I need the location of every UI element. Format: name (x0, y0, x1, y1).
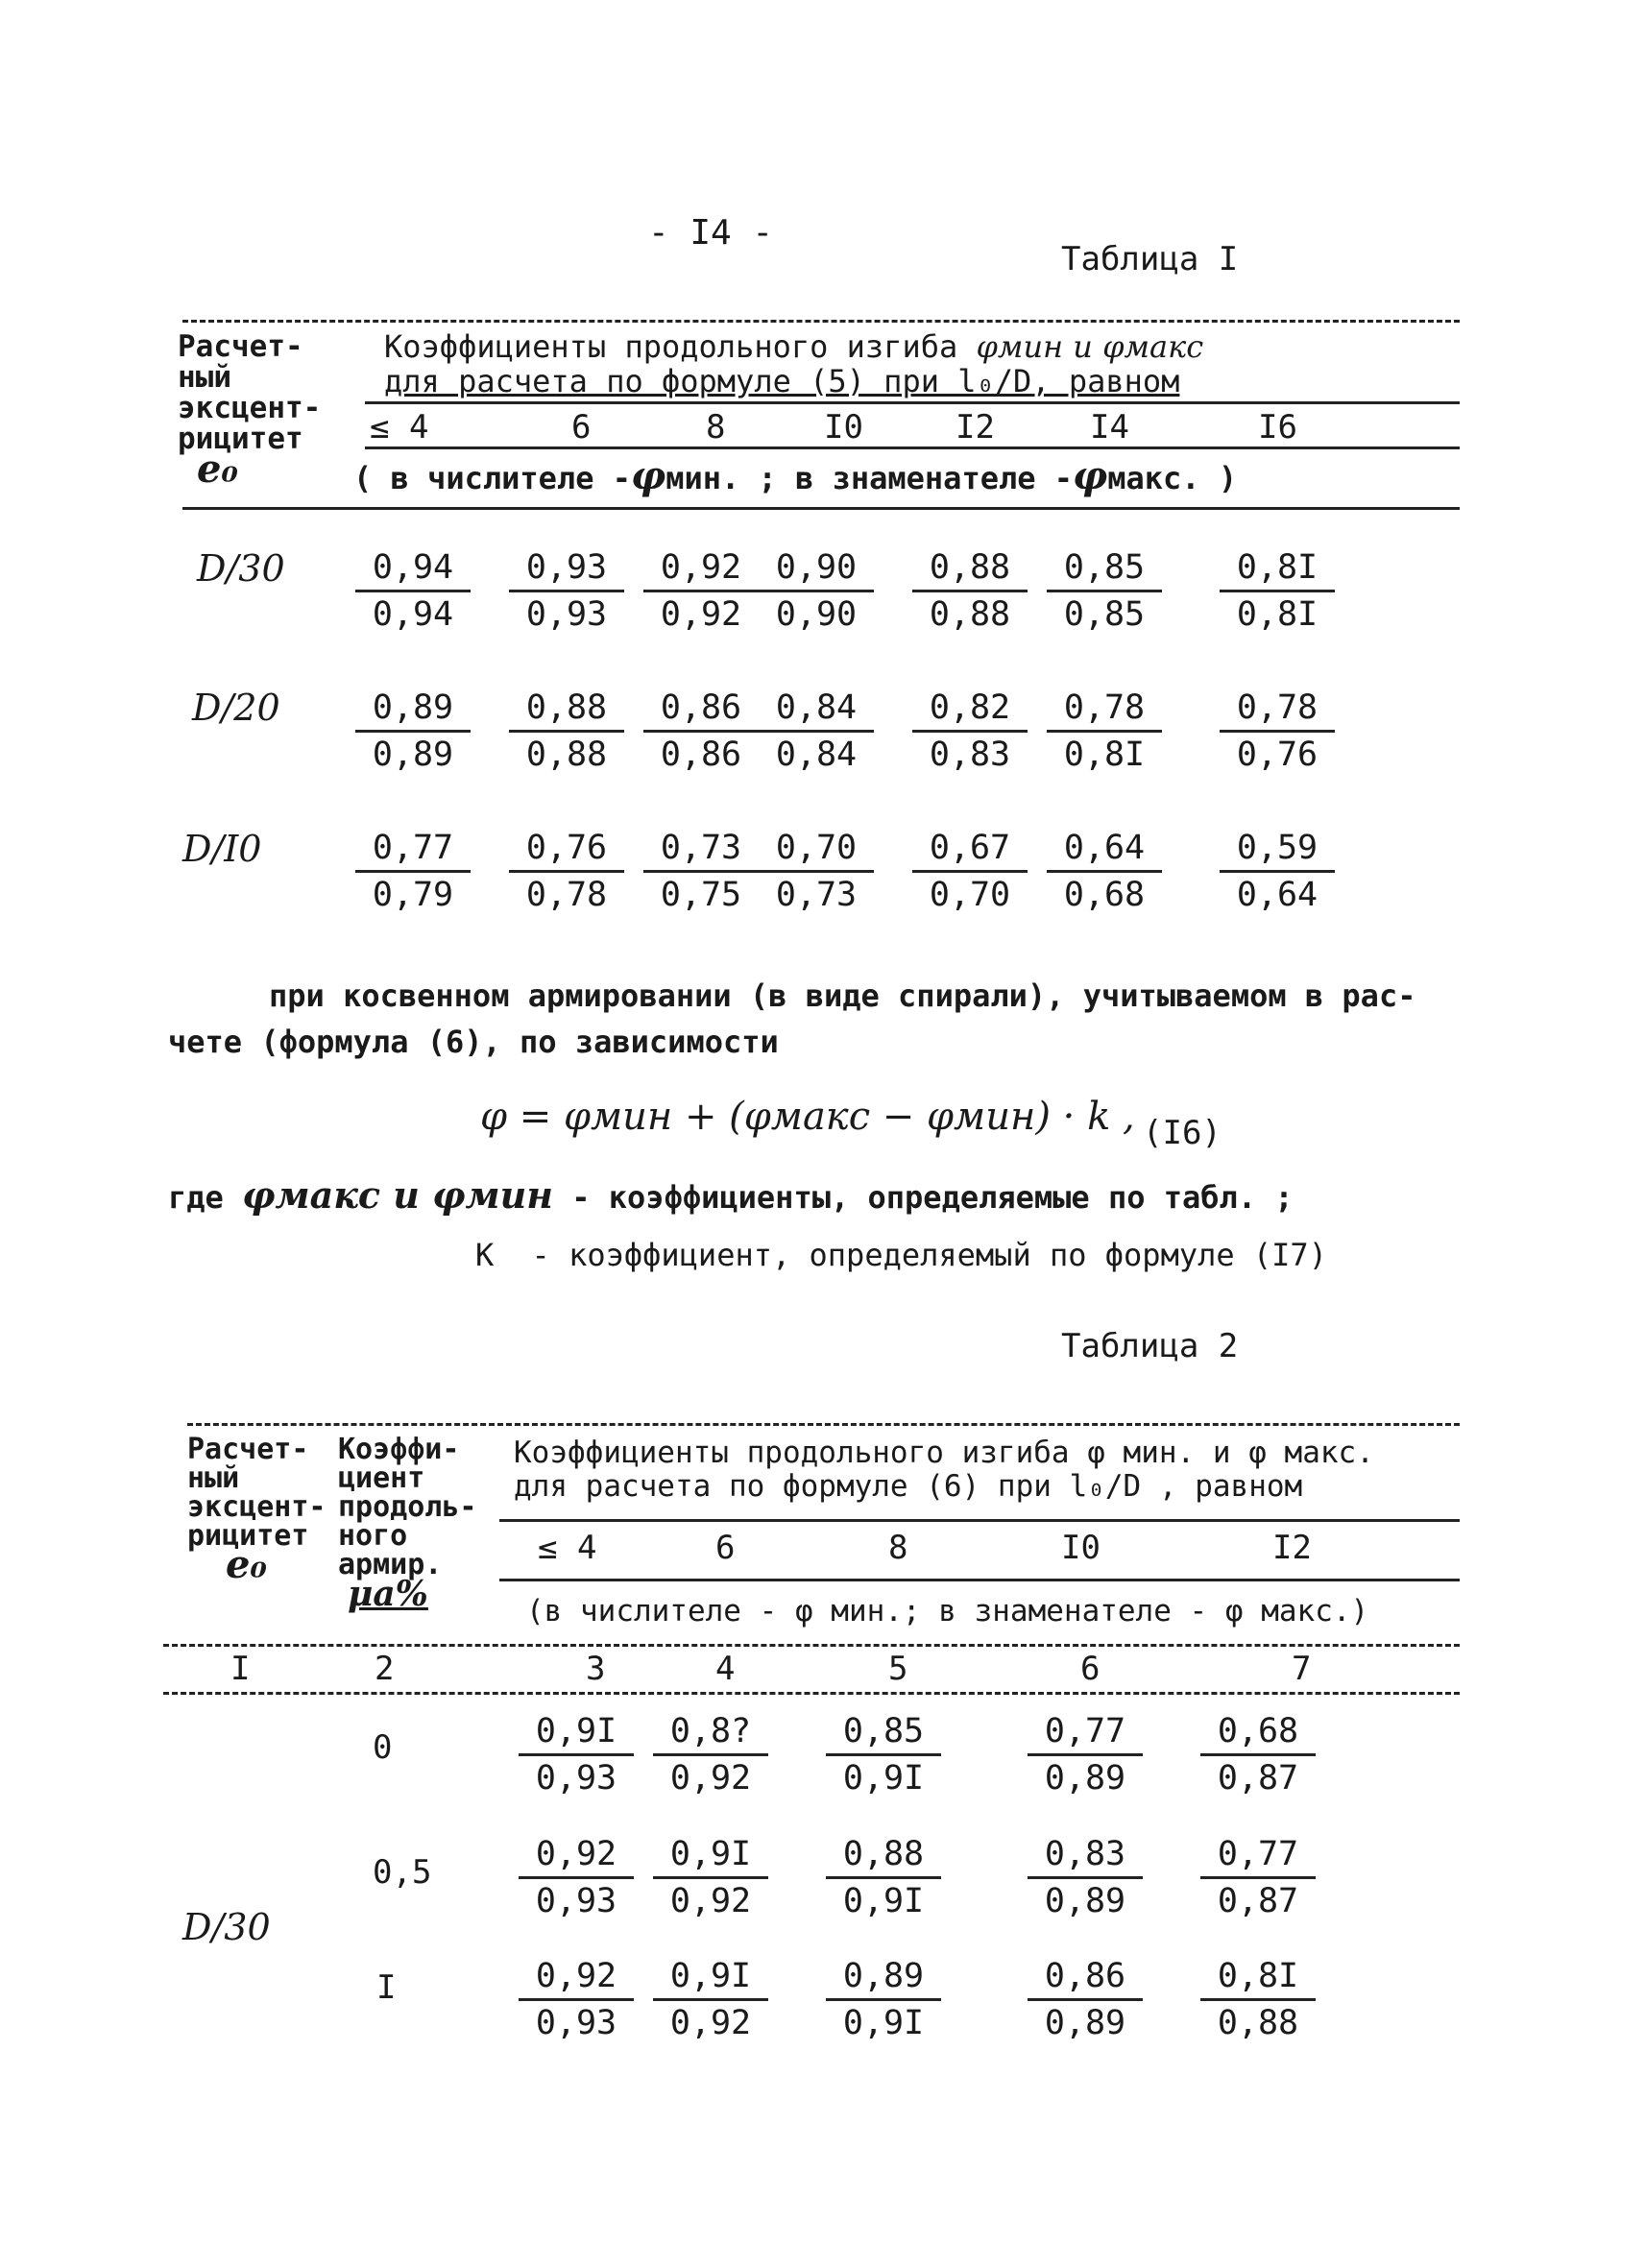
denominator-value: 0,93 (535, 2004, 617, 2042)
mu-value: 0,5 (373, 1853, 432, 1892)
table2-sub-rule (163, 1644, 1460, 1647)
where-symbol: K (475, 1237, 495, 1273)
numerator-value: 0,92 (519, 1954, 634, 2001)
table2-caption: Таблица 2 (1061, 1327, 1239, 1365)
denominator-value: 0,9I (842, 2004, 925, 2042)
numerator-value: 0,88 (826, 1832, 941, 1879)
head-text: Коэффициенты продольного изгиба (384, 328, 977, 365)
colhead-line: Коэффи- (338, 1433, 460, 1466)
col-number: 3 (586, 1650, 606, 1688)
numerator-value: 0,70 (759, 826, 874, 873)
row-label: D/20 (192, 687, 280, 729)
fraction-cell (509, 545, 624, 637)
rowhead-line: Расчет- (178, 329, 303, 364)
subhead-text: ( в числителе - (353, 460, 631, 496)
denominator-value: 0,78 (525, 876, 608, 914)
numerator-value: 0,67 (912, 826, 1028, 873)
denominator-value: 0,88 (929, 595, 1011, 634)
numerator-value: 0,77 (1028, 1709, 1143, 1756)
rowhead-line: рицитет (178, 422, 303, 456)
row-label: D/30 (197, 547, 285, 590)
denominator-value: 0,70 (929, 876, 1011, 914)
denominator-value: 0,89 (1044, 1882, 1126, 1920)
col-number: 4 (715, 1650, 736, 1688)
formula: φ = φмин + (φмакс − φмин) · k , (480, 1095, 1135, 1139)
fraction-cell (653, 1954, 768, 2045)
table1-head-line2: для расчета по формуле (5) при l₀/D, равном (384, 363, 1180, 399)
numerator-value: 0,77 (355, 826, 471, 873)
denominator-value: 0,89 (372, 736, 454, 774)
denominator-value: 0,93 (525, 595, 608, 634)
col-header: ≤ 4 (370, 408, 429, 446)
colhead-line: армир. (338, 1548, 443, 1581)
numerator-value: 0,89 (355, 686, 471, 733)
fraction-cell (1028, 1954, 1143, 2045)
rowhead-line: эксцент- (178, 391, 322, 425)
col-header: I2 (1272, 1529, 1312, 1567)
fraction-cell (1047, 686, 1162, 777)
col-header: 6 (571, 408, 592, 446)
denominator-value: 0,68 (1063, 876, 1146, 914)
table2-colhead2 (338, 1433, 477, 1614)
col-header: 8 (706, 408, 726, 446)
col-header: I0 (1061, 1529, 1101, 1567)
table2-num-rule (163, 1692, 1460, 1695)
numerator-value: 0,85 (826, 1709, 941, 1756)
table1-subhead (353, 453, 1237, 498)
numerator-value: 0,64 (1047, 826, 1162, 873)
fraction-cell (1220, 826, 1335, 917)
col-header: 6 (715, 1529, 736, 1567)
denominator-value: 0,9I (842, 1882, 925, 1920)
colhead-symbol: μa% (348, 1574, 428, 1614)
mu-value: I (376, 1968, 397, 2007)
numerator-value: 0,86 (643, 686, 759, 733)
denominator-value: 0,88 (1217, 2004, 1299, 2042)
colhead-line: ного (338, 1519, 408, 1553)
col-number: I (230, 1650, 251, 1688)
numerator-value: 0,68 (1200, 1709, 1316, 1756)
fraction-cell (912, 826, 1028, 917)
rowhead-line: рицитет (187, 1519, 309, 1553)
numerator-value: 0,78 (1047, 686, 1162, 733)
denominator-value: 0,79 (372, 876, 454, 914)
numerator-value: 0,76 (509, 826, 624, 873)
head-phi: φмин и φмакс (976, 328, 1204, 365)
table1-cols-rule (365, 446, 1460, 449)
col-number: 5 (888, 1650, 908, 1688)
numerator-value: 0,89 (826, 1954, 941, 2001)
fraction-cell (1028, 1832, 1143, 1923)
table2-rowhead (187, 1433, 327, 1587)
page-number: - I4 - (648, 213, 774, 253)
numerator-value: 0,92 (643, 545, 759, 592)
where-line1 (168, 1173, 1294, 1217)
fraction-cell (759, 826, 874, 917)
table2-head-line1: Коэффициенты продольного изгиба φ мин. и φ макс. (514, 1436, 1374, 1470)
col-header: I0 (824, 408, 863, 446)
numerator-value: 0,88 (912, 545, 1028, 592)
denominator-value: 0,86 (660, 736, 742, 774)
rowhead-symbol: e₀ (226, 1542, 267, 1587)
table1-head-rule (365, 401, 1460, 404)
rowhead-line: ный (187, 1461, 240, 1495)
numerator-value: 0,9I (653, 1832, 768, 1879)
col-header: ≤ 4 (538, 1529, 597, 1567)
fraction-cell (643, 686, 759, 777)
group-label: D/30 (182, 1906, 271, 1948)
denominator-value: 0,8I (1236, 595, 1318, 634)
col-number: 6 (1080, 1650, 1101, 1688)
where-text: - коэффициент, определяемый по формуле (I7) (531, 1237, 1327, 1273)
fraction-cell (519, 1954, 634, 2045)
denominator-value: 0,83 (929, 736, 1011, 774)
denominator-value: 0,93 (535, 1882, 617, 1920)
col-header: I2 (956, 408, 995, 446)
numerator-value: 0,59 (1220, 826, 1335, 873)
table2-top-rule (187, 1423, 1460, 1426)
rowhead-line: эксцент- (187, 1490, 327, 1524)
denominator-value: 0,94 (372, 595, 454, 634)
numerator-value: 0,86 (1028, 1954, 1143, 2001)
fraction-cell (826, 1709, 941, 1800)
denominator-value: 0,92 (669, 1759, 752, 1798)
table1-top-rule (182, 320, 1460, 323)
col-number: 2 (375, 1650, 395, 1688)
fraction-cell (1220, 545, 1335, 637)
table1-head-line1 (384, 328, 1203, 365)
fraction-cell (643, 826, 759, 917)
numerator-value: 0,73 (643, 826, 759, 873)
fraction-cell (1200, 1832, 1316, 1923)
fraction-cell (912, 686, 1028, 777)
fraction-cell (1200, 1709, 1316, 1800)
table2-head-line2: для расчета по формуле (6) при l₀/D , равном (514, 1469, 1303, 1504)
table1-caption: Таблица I (1061, 240, 1239, 278)
phi-symbol: φ (630, 453, 666, 498)
table2-head-rule (499, 1519, 1460, 1522)
where-line2 (475, 1237, 1327, 1273)
fraction-cell (759, 686, 874, 777)
numerator-value: 0,82 (912, 686, 1028, 733)
denominator-value: 0,75 (660, 876, 742, 914)
denominator-value: 0,76 (1236, 736, 1318, 774)
denominator-value: 0,87 (1217, 1882, 1299, 1920)
rowhead-symbol: e₀ (197, 446, 238, 492)
denominator-value: 0,87 (1217, 1759, 1299, 1798)
fraction-cell (1047, 545, 1162, 637)
numerator-value: 0,84 (759, 686, 874, 733)
fraction-cell (509, 686, 624, 777)
table1-rowhead (178, 329, 322, 492)
fraction-cell (912, 545, 1028, 637)
numerator-value: 0,78 (1220, 686, 1335, 733)
where-text: - коэффициенты, определяемые по табл. ; (571, 1179, 1294, 1216)
denominator-value: 0,73 (775, 876, 858, 914)
denominator-value: 0,92 (669, 1882, 752, 1920)
fraction-cell (653, 1832, 768, 1923)
body-para-line2: чете (формула (6), по зависимости (168, 1024, 779, 1060)
numerator-value: 0,92 (519, 1832, 634, 1879)
numerator-value: 0,90 (759, 545, 874, 592)
rowhead-line: Расчет- (187, 1433, 309, 1466)
fraction-cell (1200, 1954, 1316, 2045)
fraction-cell (355, 686, 471, 777)
numerator-value: 0,9I (519, 1709, 634, 1756)
table1-body-rule (182, 507, 1460, 510)
rowhead-line: ный (178, 360, 231, 395)
fraction-cell (355, 826, 471, 917)
col-header: I4 (1090, 408, 1129, 446)
where-word: где (168, 1179, 224, 1216)
fraction-cell (1220, 686, 1335, 777)
phi-symbol: φ (1073, 453, 1108, 498)
formula-number: (I6) (1143, 1114, 1222, 1152)
numerator-value: 0,77 (1200, 1832, 1316, 1879)
denominator-value: 0,92 (669, 2004, 752, 2042)
denominator-value: 0,9I (842, 1759, 925, 1798)
denominator-value: 0,89 (1044, 2004, 1126, 2042)
denominator-value: 0,90 (775, 595, 858, 634)
denominator-value: 0,64 (1236, 876, 1318, 914)
fraction-cell (643, 545, 759, 637)
body-para-line1: при косвенном армировании (в виде спирали), учитываемом в рас- (269, 977, 1416, 1014)
numerator-value: 0,93 (509, 545, 624, 592)
fraction-cell (759, 545, 874, 637)
fraction-cell (653, 1709, 768, 1800)
fraction-cell (826, 1954, 941, 2045)
denominator-value: 0,92 (660, 595, 742, 634)
fraction-cell (1047, 826, 1162, 917)
denominator-value: 0,88 (525, 736, 608, 774)
fraction-cell (826, 1832, 941, 1923)
numerator-value: 0,8I (1200, 1954, 1316, 2001)
col-header: I6 (1258, 408, 1297, 446)
table2-subhead: (в числителе - φ мин.; в знаменателе - φ макс.) (526, 1594, 1369, 1629)
numerator-value: 0,8? (653, 1709, 768, 1756)
denominator-value: 0,89 (1044, 1759, 1126, 1798)
denominator-value: 0,93 (535, 1759, 617, 1798)
row-label: D/I0 (182, 828, 262, 870)
denominator-value: 0,8I (1063, 736, 1146, 774)
numerator-value: 0,85 (1047, 545, 1162, 592)
fraction-cell (519, 1832, 634, 1923)
table2-cols-rule (499, 1579, 1460, 1581)
where-symbols: φмакс и φмин (242, 1173, 553, 1217)
mu-value: 0 (373, 1728, 393, 1767)
numerator-value: 0,94 (355, 545, 471, 592)
numerator-value: 0,83 (1028, 1832, 1143, 1879)
numerator-value: 0,88 (509, 686, 624, 733)
denominator-value: 0,84 (775, 736, 858, 774)
col-header: 8 (888, 1529, 908, 1567)
fraction-cell (519, 1709, 634, 1800)
col-number: 7 (1292, 1650, 1312, 1688)
subhead-text: макс. ) (1107, 460, 1238, 496)
numerator-value: 0,9I (653, 1954, 768, 2001)
denominator-value: 0,85 (1063, 595, 1146, 634)
numerator-value: 0,8I (1220, 545, 1335, 592)
colhead-line: продоль- (338, 1490, 477, 1524)
subhead-text: мин. ; в знаменателе - (665, 460, 1074, 496)
fraction-cell (509, 826, 624, 917)
fraction-cell (1028, 1709, 1143, 1800)
colhead-line: циент (338, 1461, 425, 1495)
fraction-cell (355, 545, 471, 637)
